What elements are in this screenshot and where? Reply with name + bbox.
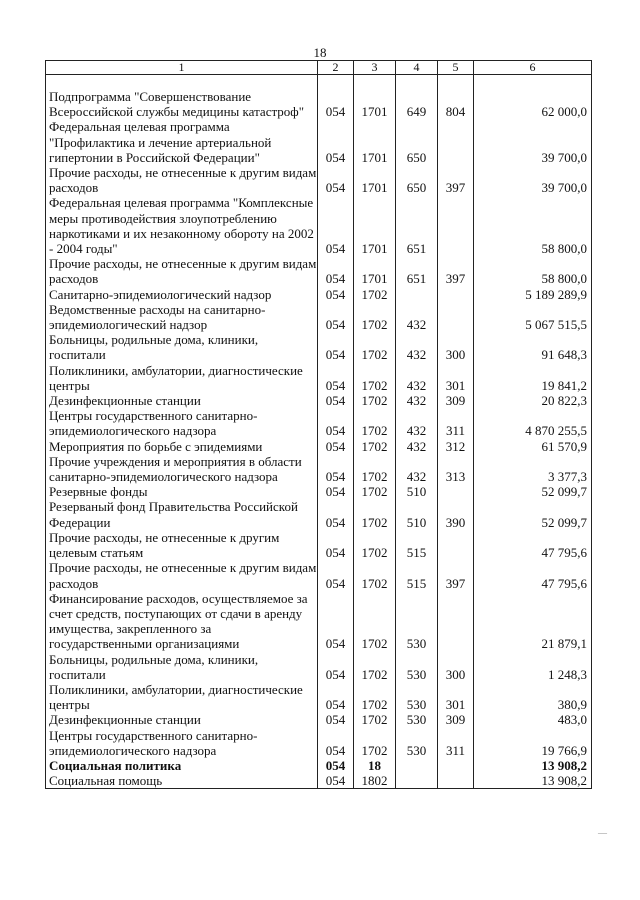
col-5-code: 311 bbox=[438, 728, 474, 758]
row-name: Социальная политика bbox=[46, 758, 318, 773]
table-row bbox=[46, 773, 592, 789]
col-6-amount: 58 800,0 bbox=[474, 256, 592, 286]
col-2-code: 054 bbox=[318, 408, 354, 438]
col-3-code: 1702 bbox=[354, 591, 396, 652]
col-4-code: 530 bbox=[396, 682, 438, 712]
col-4-code: 432 bbox=[396, 302, 438, 332]
table-row bbox=[46, 484, 592, 499]
col-4-code: 651 bbox=[396, 195, 438, 256]
col-3-code: 1702 bbox=[354, 454, 396, 484]
col-4-code: 515 bbox=[396, 530, 438, 560]
col-5-code: 311 bbox=[438, 408, 474, 438]
col-6-amount: 91 648,3 bbox=[474, 332, 592, 362]
col-2-code: 054 bbox=[318, 758, 354, 773]
col-4-code: 651 bbox=[396, 256, 438, 286]
col-4-code: 650 bbox=[396, 119, 438, 165]
table-row bbox=[46, 454, 592, 484]
col-2-code: 054 bbox=[318, 332, 354, 362]
col-2-code: 054 bbox=[318, 591, 354, 652]
row-name: Прочие расходы, не отнесенные к другим видам расходов bbox=[46, 256, 318, 286]
col-2-code: 054 bbox=[318, 454, 354, 484]
col-2-code: 054 bbox=[318, 682, 354, 712]
col-2-code: 054 bbox=[318, 728, 354, 758]
col-5-code bbox=[438, 287, 474, 302]
col-2-code: 054 bbox=[318, 439, 354, 454]
col-4-code bbox=[396, 758, 438, 773]
table-row bbox=[46, 728, 592, 758]
row-name: Федеральная целевая программа "Профилактика и лечение артериальной гипертонии в Российской Федерации" bbox=[46, 119, 318, 165]
row-name: Больницы, родильные дома, клиники, госпитали bbox=[46, 652, 318, 682]
table-row bbox=[46, 332, 592, 362]
col-4-code: 432 bbox=[396, 408, 438, 438]
header-col-3: 3 bbox=[354, 61, 396, 75]
table-row bbox=[46, 165, 592, 195]
col-3-code: 1702 bbox=[354, 363, 396, 393]
table-row bbox=[46, 393, 592, 408]
row-name: Мероприятия по борьбе с эпидемиями bbox=[46, 439, 318, 454]
row-name: Центры государственного санитарно-эпидемиологического надзора bbox=[46, 408, 318, 438]
col-5-code: 309 bbox=[438, 393, 474, 408]
col-4-code: 649 bbox=[396, 89, 438, 119]
spacer-cell bbox=[396, 75, 438, 90]
col-3-code: 1702 bbox=[354, 652, 396, 682]
table-row bbox=[46, 591, 592, 652]
col-5-code: 313 bbox=[438, 454, 474, 484]
header-col-5: 5 bbox=[438, 61, 474, 75]
col-3-code: 1702 bbox=[354, 439, 396, 454]
header-row bbox=[46, 61, 592, 75]
col-6-amount: 61 570,9 bbox=[474, 439, 592, 454]
table-row bbox=[46, 287, 592, 302]
col-6-amount: 52 099,7 bbox=[474, 499, 592, 529]
col-4-code: 650 bbox=[396, 165, 438, 195]
col-4-code: 432 bbox=[396, 363, 438, 393]
col-3-code: 1702 bbox=[354, 408, 396, 438]
col-6-amount: 483,0 bbox=[474, 712, 592, 727]
col-2-code: 054 bbox=[318, 560, 354, 590]
col-6-amount: 52 099,7 bbox=[474, 484, 592, 499]
table-row bbox=[46, 712, 592, 727]
col-5-code bbox=[438, 195, 474, 256]
col-2-code: 054 bbox=[318, 652, 354, 682]
col-6-amount: 21 879,1 bbox=[474, 591, 592, 652]
col-4-code: 530 bbox=[396, 591, 438, 652]
col-5-code: 301 bbox=[438, 682, 474, 712]
col-2-code: 054 bbox=[318, 393, 354, 408]
col-5-code: 309 bbox=[438, 712, 474, 727]
header-col-6: 6 bbox=[474, 61, 592, 75]
col-3-code: 1702 bbox=[354, 560, 396, 590]
header-col-4: 4 bbox=[396, 61, 438, 75]
col-6-amount: 5 067 515,5 bbox=[474, 302, 592, 332]
page-number: 18 bbox=[313, 45, 327, 60]
col-6-amount: 13 908,2 bbox=[474, 773, 592, 789]
col-5-code bbox=[438, 530, 474, 560]
col-3-code: 1702 bbox=[354, 530, 396, 560]
col-5-code bbox=[438, 119, 474, 165]
budget-table bbox=[45, 60, 592, 789]
col-4-code: 530 bbox=[396, 712, 438, 727]
col-5-code: 390 bbox=[438, 499, 474, 529]
col-2-code: 054 bbox=[318, 773, 354, 789]
col-2-code: 054 bbox=[318, 119, 354, 165]
col-4-code: 510 bbox=[396, 484, 438, 499]
row-name: Резервные фонды bbox=[46, 484, 318, 499]
col-5-code bbox=[438, 773, 474, 789]
col-5-code: 312 bbox=[438, 439, 474, 454]
margin-mark: — bbox=[598, 828, 607, 838]
col-5-code: 300 bbox=[438, 652, 474, 682]
spacer-cell bbox=[474, 75, 592, 90]
row-name: Центры государственного санитарно-эпидемиологического надзора bbox=[46, 728, 318, 758]
col-6-amount: 19 766,9 bbox=[474, 728, 592, 758]
col-2-code: 054 bbox=[318, 499, 354, 529]
col-4-code bbox=[396, 287, 438, 302]
table-row bbox=[46, 256, 592, 286]
col-4-code bbox=[396, 773, 438, 789]
col-3-code: 1702 bbox=[354, 728, 396, 758]
col-4-code: 530 bbox=[396, 652, 438, 682]
table-row bbox=[46, 652, 592, 682]
col-6-amount: 20 822,3 bbox=[474, 393, 592, 408]
col-2-code: 054 bbox=[318, 530, 354, 560]
col-3-code: 1802 bbox=[354, 773, 396, 789]
col-2-code: 054 bbox=[318, 195, 354, 256]
row-name: Резерваный фонд Правительства Российской Федерации bbox=[46, 499, 318, 529]
table-row bbox=[46, 119, 592, 165]
row-name: Дезинфекционные станции bbox=[46, 393, 318, 408]
col-2-code: 054 bbox=[318, 712, 354, 727]
col-3-code: 1702 bbox=[354, 332, 396, 362]
col-5-code: 300 bbox=[438, 332, 474, 362]
col-6-amount: 4 870 255,5 bbox=[474, 408, 592, 438]
col-3-code: 1701 bbox=[354, 119, 396, 165]
table-row bbox=[46, 408, 592, 438]
col-2-code: 054 bbox=[318, 484, 354, 499]
col-2-code: 054 bbox=[318, 302, 354, 332]
col-3-code: 1701 bbox=[354, 165, 396, 195]
table-row bbox=[46, 530, 592, 560]
col-3-code: 1701 bbox=[354, 195, 396, 256]
col-6-amount: 1 248,3 bbox=[474, 652, 592, 682]
col-4-code: 515 bbox=[396, 560, 438, 590]
col-4-code: 432 bbox=[396, 332, 438, 362]
col-6-amount: 380,9 bbox=[474, 682, 592, 712]
col-4-code: 432 bbox=[396, 454, 438, 484]
table-row bbox=[46, 439, 592, 454]
col-3-code: 1702 bbox=[354, 712, 396, 727]
row-name: Прочие учреждения и мероприятия в области санитарно-эпидемиологического надзора bbox=[46, 454, 318, 484]
row-name: Социальная помощь bbox=[46, 773, 318, 789]
col-6-amount: 47 795,6 bbox=[474, 530, 592, 560]
col-6-amount: 13 908,2 bbox=[474, 758, 592, 773]
col-3-code: 18 bbox=[354, 758, 396, 773]
col-5-code bbox=[438, 302, 474, 332]
table-row bbox=[46, 195, 592, 256]
spacer-row bbox=[46, 75, 592, 90]
row-name: Прочие расходы, не отнесенные к другим видам расходов bbox=[46, 560, 318, 590]
col-3-code: 1702 bbox=[354, 484, 396, 499]
col-5-code bbox=[438, 591, 474, 652]
col-5-code: 301 bbox=[438, 363, 474, 393]
table-row bbox=[46, 758, 592, 773]
spacer-cell bbox=[46, 75, 318, 90]
row-name: Федеральная целевая программа "Комплексные меры противодействия злоупотреблению наркотиками и их незаконному обороту на 2002 - 2004 годы" bbox=[46, 195, 318, 256]
col-3-code: 1702 bbox=[354, 302, 396, 332]
col-6-amount: 19 841,2 bbox=[474, 363, 592, 393]
col-3-code: 1702 bbox=[354, 499, 396, 529]
col-5-code: 804 bbox=[438, 89, 474, 119]
table-row bbox=[46, 560, 592, 590]
col-3-code: 1702 bbox=[354, 682, 396, 712]
col-6-amount: 58 800,0 bbox=[474, 195, 592, 256]
table-row bbox=[46, 302, 592, 332]
col-3-code: 1702 bbox=[354, 287, 396, 302]
row-name: Поликлиники, амбулатории, диагностические центры bbox=[46, 682, 318, 712]
col-2-code: 054 bbox=[318, 89, 354, 119]
row-name: Прочие расходы, не отнесенные к другим видам расходов bbox=[46, 165, 318, 195]
col-5-code bbox=[438, 758, 474, 773]
col-2-code: 054 bbox=[318, 165, 354, 195]
table-row bbox=[46, 363, 592, 393]
col-4-code: 510 bbox=[396, 499, 438, 529]
row-name: Поликлиники, амбулатории, диагностические центры bbox=[46, 363, 318, 393]
row-name: Подпрограмма "Совершенствование Всероссийской службы медицины катастроф" bbox=[46, 89, 318, 119]
col-5-code: 397 bbox=[438, 256, 474, 286]
spacer-cell bbox=[438, 75, 474, 90]
col-4-code: 432 bbox=[396, 393, 438, 408]
col-5-code: 397 bbox=[438, 560, 474, 590]
header-col-1: 1 bbox=[46, 61, 318, 75]
col-6-amount: 5 189 289,9 bbox=[474, 287, 592, 302]
col-3-code: 1702 bbox=[354, 393, 396, 408]
col-6-amount: 62 000,0 bbox=[474, 89, 592, 119]
row-name: Прочие расходы, не отнесенные к другим целевым статьям bbox=[46, 530, 318, 560]
table-row bbox=[46, 89, 592, 119]
col-2-code: 054 bbox=[318, 363, 354, 393]
row-name: Ведомственные расходы на санитарно-эпидемиологический надзор bbox=[46, 302, 318, 332]
col-2-code: 054 bbox=[318, 256, 354, 286]
col-5-code: 397 bbox=[438, 165, 474, 195]
row-name: Дезинфекционные станции bbox=[46, 712, 318, 727]
table-row bbox=[46, 682, 592, 712]
col-3-code: 1701 bbox=[354, 89, 396, 119]
col-6-amount: 3 377,3 bbox=[474, 454, 592, 484]
col-6-amount: 39 700,0 bbox=[474, 165, 592, 195]
col-4-code: 432 bbox=[396, 439, 438, 454]
spacer-cell bbox=[318, 75, 354, 90]
col-2-code: 054 bbox=[318, 287, 354, 302]
col-6-amount: 47 795,6 bbox=[474, 560, 592, 590]
row-name: Больницы, родильные дома, клиники, госпитали bbox=[46, 332, 318, 362]
col-3-code: 1701 bbox=[354, 256, 396, 286]
row-name: Финансирование расходов, осуществляемое за счет средств, поступающих от сдачи в аренду имущества, закрепленного за государственными организациями bbox=[46, 591, 318, 652]
col-4-code: 530 bbox=[396, 728, 438, 758]
budget-table-container bbox=[45, 60, 591, 789]
table-body bbox=[46, 75, 592, 789]
col-6-amount: 39 700,0 bbox=[474, 119, 592, 165]
spacer-cell bbox=[354, 75, 396, 90]
header-col-2: 2 bbox=[318, 61, 354, 75]
col-5-code bbox=[438, 484, 474, 499]
row-name: Санитарно-эпидемиологический надзор bbox=[46, 287, 318, 302]
table-row bbox=[46, 499, 592, 529]
